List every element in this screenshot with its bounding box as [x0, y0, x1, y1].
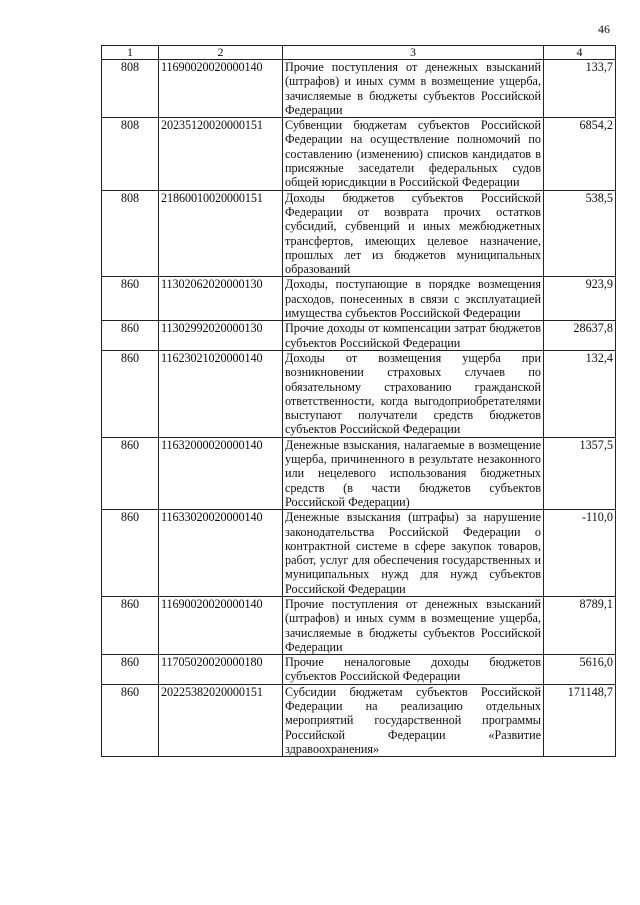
budget-code-cell: 11633020020000140: [159, 510, 283, 597]
admin-code-cell: 860: [102, 350, 159, 437]
budget-code-cell: 21860010020000151: [159, 190, 283, 277]
amount-cell: 8789,1: [544, 596, 616, 654]
description-cell: Прочие неналоговые доходы бюджетов субъектов Российской Федерации: [283, 655, 544, 685]
budget-code-cell: 11690020020000140: [159, 596, 283, 654]
table-row: [102, 190, 616, 277]
description-cell: Прочие поступления от денежных взысканий (штрафов) и иных сумм в возмещение ущерба, зачисляемые в бюджеты субъектов Российской Федерации: [283, 60, 544, 118]
budget-code-cell: 11302062020000130: [159, 277, 283, 321]
admin-code-cell: 860: [102, 655, 159, 685]
table-row: [102, 437, 616, 509]
table-row: [102, 350, 616, 437]
description-cell: Доходы от возмещения ущерба при возникновении страховых случаев по обязательному страхованию гражданской ответственности, когда выгодоприобретателями выступают получатели средств бюджетов субъектов Российской Федерации: [283, 350, 544, 437]
amount-cell: 923,9: [544, 277, 616, 321]
table-row: [102, 277, 616, 321]
budget-code-cell: 11302992020000130: [159, 321, 283, 351]
description-cell: Прочие поступления от денежных взысканий (штрафов) и иных сумм в возмещение ущерба, зачисляемые в бюджеты субъектов Российской Федерации: [283, 596, 544, 654]
admin-code-cell: 860: [102, 437, 159, 509]
column-header-4: 4: [544, 46, 616, 60]
amount-cell: 6854,2: [544, 118, 616, 190]
budget-code-cell: 20235120020000151: [159, 118, 283, 190]
amount-cell: 1357,5: [544, 437, 616, 509]
admin-code-cell: 860: [102, 277, 159, 321]
description-cell: Доходы, поступающие в порядке возмещения расходов, понесенных в связи с эксплуатацией имущества субъектов Российской Федерации: [283, 277, 544, 321]
amount-cell: -110,0: [544, 510, 616, 597]
admin-code-cell: 808: [102, 190, 159, 277]
amount-cell: 132,4: [544, 350, 616, 437]
admin-code-cell: 860: [102, 510, 159, 597]
budget-code-cell: 11705020020000180: [159, 655, 283, 685]
description-cell: Субсидии бюджетам субъектов Российской Федерации на реализацию отдельных мероприятий государственной программы Российской Федерации «Развитие здравоохранения»: [283, 684, 544, 756]
description-cell: Денежные взыскания, налагаемые в возмещение ущерба, причиненного в результате незаконного или нецелевого использования бюджетных средств (в части бюджетов субъектов Российской Федерации): [283, 437, 544, 509]
admin-code-cell: 860: [102, 596, 159, 654]
admin-code-cell: 808: [102, 60, 159, 118]
table-row: [102, 321, 616, 351]
budget-code-cell: 11690020020000140: [159, 60, 283, 118]
description-cell: Доходы бюджетов субъектов Российской Федерации от возврата прочих остатков субсидий, субвенций и иных межбюджетных трансфертов, имеющих целевое назначение, прошлых лет из бюджетов муниципальных образований: [283, 190, 544, 277]
column-header-2: 2: [159, 46, 283, 60]
amount-cell: 171148,7: [544, 684, 616, 756]
admin-code-cell: 860: [102, 321, 159, 351]
description-cell: Прочие доходы от компенсации затрат бюджетов субъектов Российской Федерации: [283, 321, 544, 351]
table-row: [102, 118, 616, 190]
admin-code-cell: 808: [102, 118, 159, 190]
table-row: [102, 510, 616, 597]
amount-cell: 5616,0: [544, 655, 616, 685]
budget-code-cell: 11623021020000140: [159, 350, 283, 437]
table-row: [102, 60, 616, 118]
header-row: [102, 46, 616, 60]
amount-cell: 133,7: [544, 60, 616, 118]
amount-cell: 538,5: [544, 190, 616, 277]
page-number: 46: [598, 22, 610, 36]
column-header-1: 1: [102, 46, 159, 60]
amount-cell: 28637,8: [544, 321, 616, 351]
revenue-table: [101, 45, 616, 757]
table-row: [102, 596, 616, 654]
column-header-3: 3: [283, 46, 544, 60]
description-cell: Денежные взыскания (штрафы) за нарушение законодательства Российской Федерации о контрактной системе в сфере закупок товаров, работ, услуг для обеспечения государственных и муниципальных нужд для нужд субъектов Российской Федерации: [283, 510, 544, 597]
table-row: [102, 655, 616, 685]
table-row: [102, 684, 616, 756]
budget-code-cell: 11632000020000140: [159, 437, 283, 509]
budget-code-cell: 20225382020000151: [159, 684, 283, 756]
admin-code-cell: 860: [102, 684, 159, 756]
description-cell: Субвенции бюджетам субъектов Российской Федерации на осуществление полномочий по составлению (изменению) списков кандидатов в присяжные заседатели федеральных судов общей юрисдикции в Российской Федерации: [283, 118, 544, 190]
